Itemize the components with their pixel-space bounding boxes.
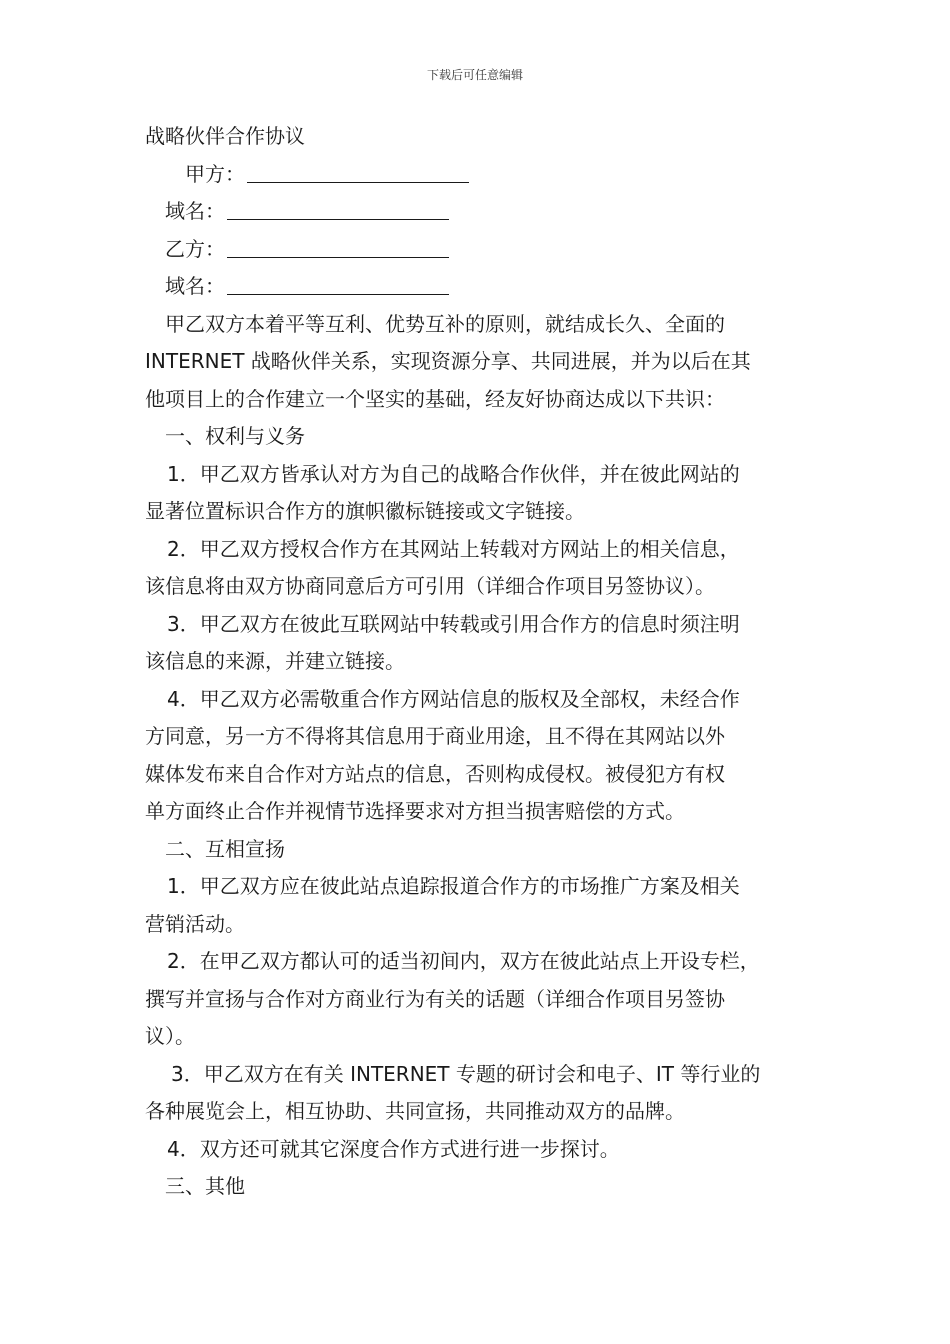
domain-b-blank: [227, 272, 449, 295]
sec1-item1-line: 显著位置标识合作方的旗帜徽标链接或文字链接。: [145, 499, 585, 523]
sec2-item1-line: 1．甲乙双方应在彼此站点追踪报道合作方的市场推广方案及相关: [167, 874, 740, 898]
doc-title: 战略伙伴合作协议: [145, 124, 305, 148]
sec1-item4-line: 方同意，另一方不得将其信息用于商业用途，且不得在其网站以外: [145, 724, 725, 748]
field-label: 域名：: [165, 274, 225, 298]
party-b-field: [145, 231, 810, 269]
party-b-blank: [227, 235, 449, 258]
sec1-item2-line: 该信息将由双方协商同意后方可引用（详细合作项目另签协议）。: [145, 574, 715, 598]
document-body: [145, 118, 810, 1206]
sec2-item2-line: 2．在甲乙双方都认可的适当初间内，双方在彼此站点上开设专栏，: [167, 949, 760, 973]
party-a-blank: [247, 160, 469, 183]
intro-line: 他项目上的合作建立一个坚实的基础，经友好协商达成以下共识：: [145, 386, 725, 411]
sec2-item2-line: 议）。: [145, 1024, 195, 1048]
sec1-item4-line: 4．甲乙双方必需敬重合作方网站信息的版权及全部权，未经合作: [167, 686, 740, 711]
sec1-item4-line: 单方面终止合作并视情节选择要求对方担当损害赔偿的方式。: [145, 799, 685, 823]
section-1-heading: 一、权利与义务: [165, 424, 305, 448]
section-2-heading: 二、互相宣扬: [165, 836, 285, 861]
sec1-item3-line: 该信息的来源，并建立链接。: [145, 649, 405, 673]
field-label: 甲方：: [185, 161, 245, 186]
intro-line: 甲乙双方本着平等互利、优势互补的原则，就结成长久、全面的: [165, 311, 725, 336]
section-3-heading: 三、其他: [165, 1174, 245, 1198]
intro-line: INTERNET 战略伙伴关系，实现资源分享、共同进展，并为以后在其: [145, 349, 751, 373]
sec2-item2-line: 撰写并宣扬与合作对方商业行为有关的话题（详细合作项目另签协: [145, 986, 725, 1011]
sec2-item3-line: 各种展览会上，相互协助、共同宣扬，共同推动双方的品牌。: [145, 1099, 685, 1123]
sec1-item2-line: 2．甲乙双方授权合作方在其网站上转载对方网站上的相关信息，: [167, 536, 740, 561]
sec1-item1-line: 1．甲乙双方皆承认对方为自己的战略合作伙伴，并在彼此网站的: [167, 461, 740, 486]
party-a-field: [145, 156, 810, 194]
field-label: 乙方：: [165, 236, 225, 261]
sec1-item3-line: 3．甲乙双方在彼此互联网站中转载或引用合作方的信息时须注明: [167, 611, 740, 636]
sec2-item3-line: 3．甲乙双方在有关 INTERNET 专题的研讨会和电子、IT 等行业的: [171, 1061, 761, 1086]
page-header: 下载后可任意编辑: [426, 68, 523, 82]
domain-a-blank: [227, 197, 449, 220]
domain-a-field: [145, 193, 810, 231]
sec2-item4-line: 4．双方还可就其它深度合作方式进行进一步探讨。: [167, 1136, 620, 1161]
sec2-item1-line: 营销活动。: [145, 911, 245, 936]
sec1-item4-line: 媒体发布来自合作对方站点的信息，否则构成侵权。被侵犯方有权: [145, 761, 725, 786]
domain-b-field: [145, 268, 810, 306]
field-label: 域名：: [165, 199, 225, 223]
